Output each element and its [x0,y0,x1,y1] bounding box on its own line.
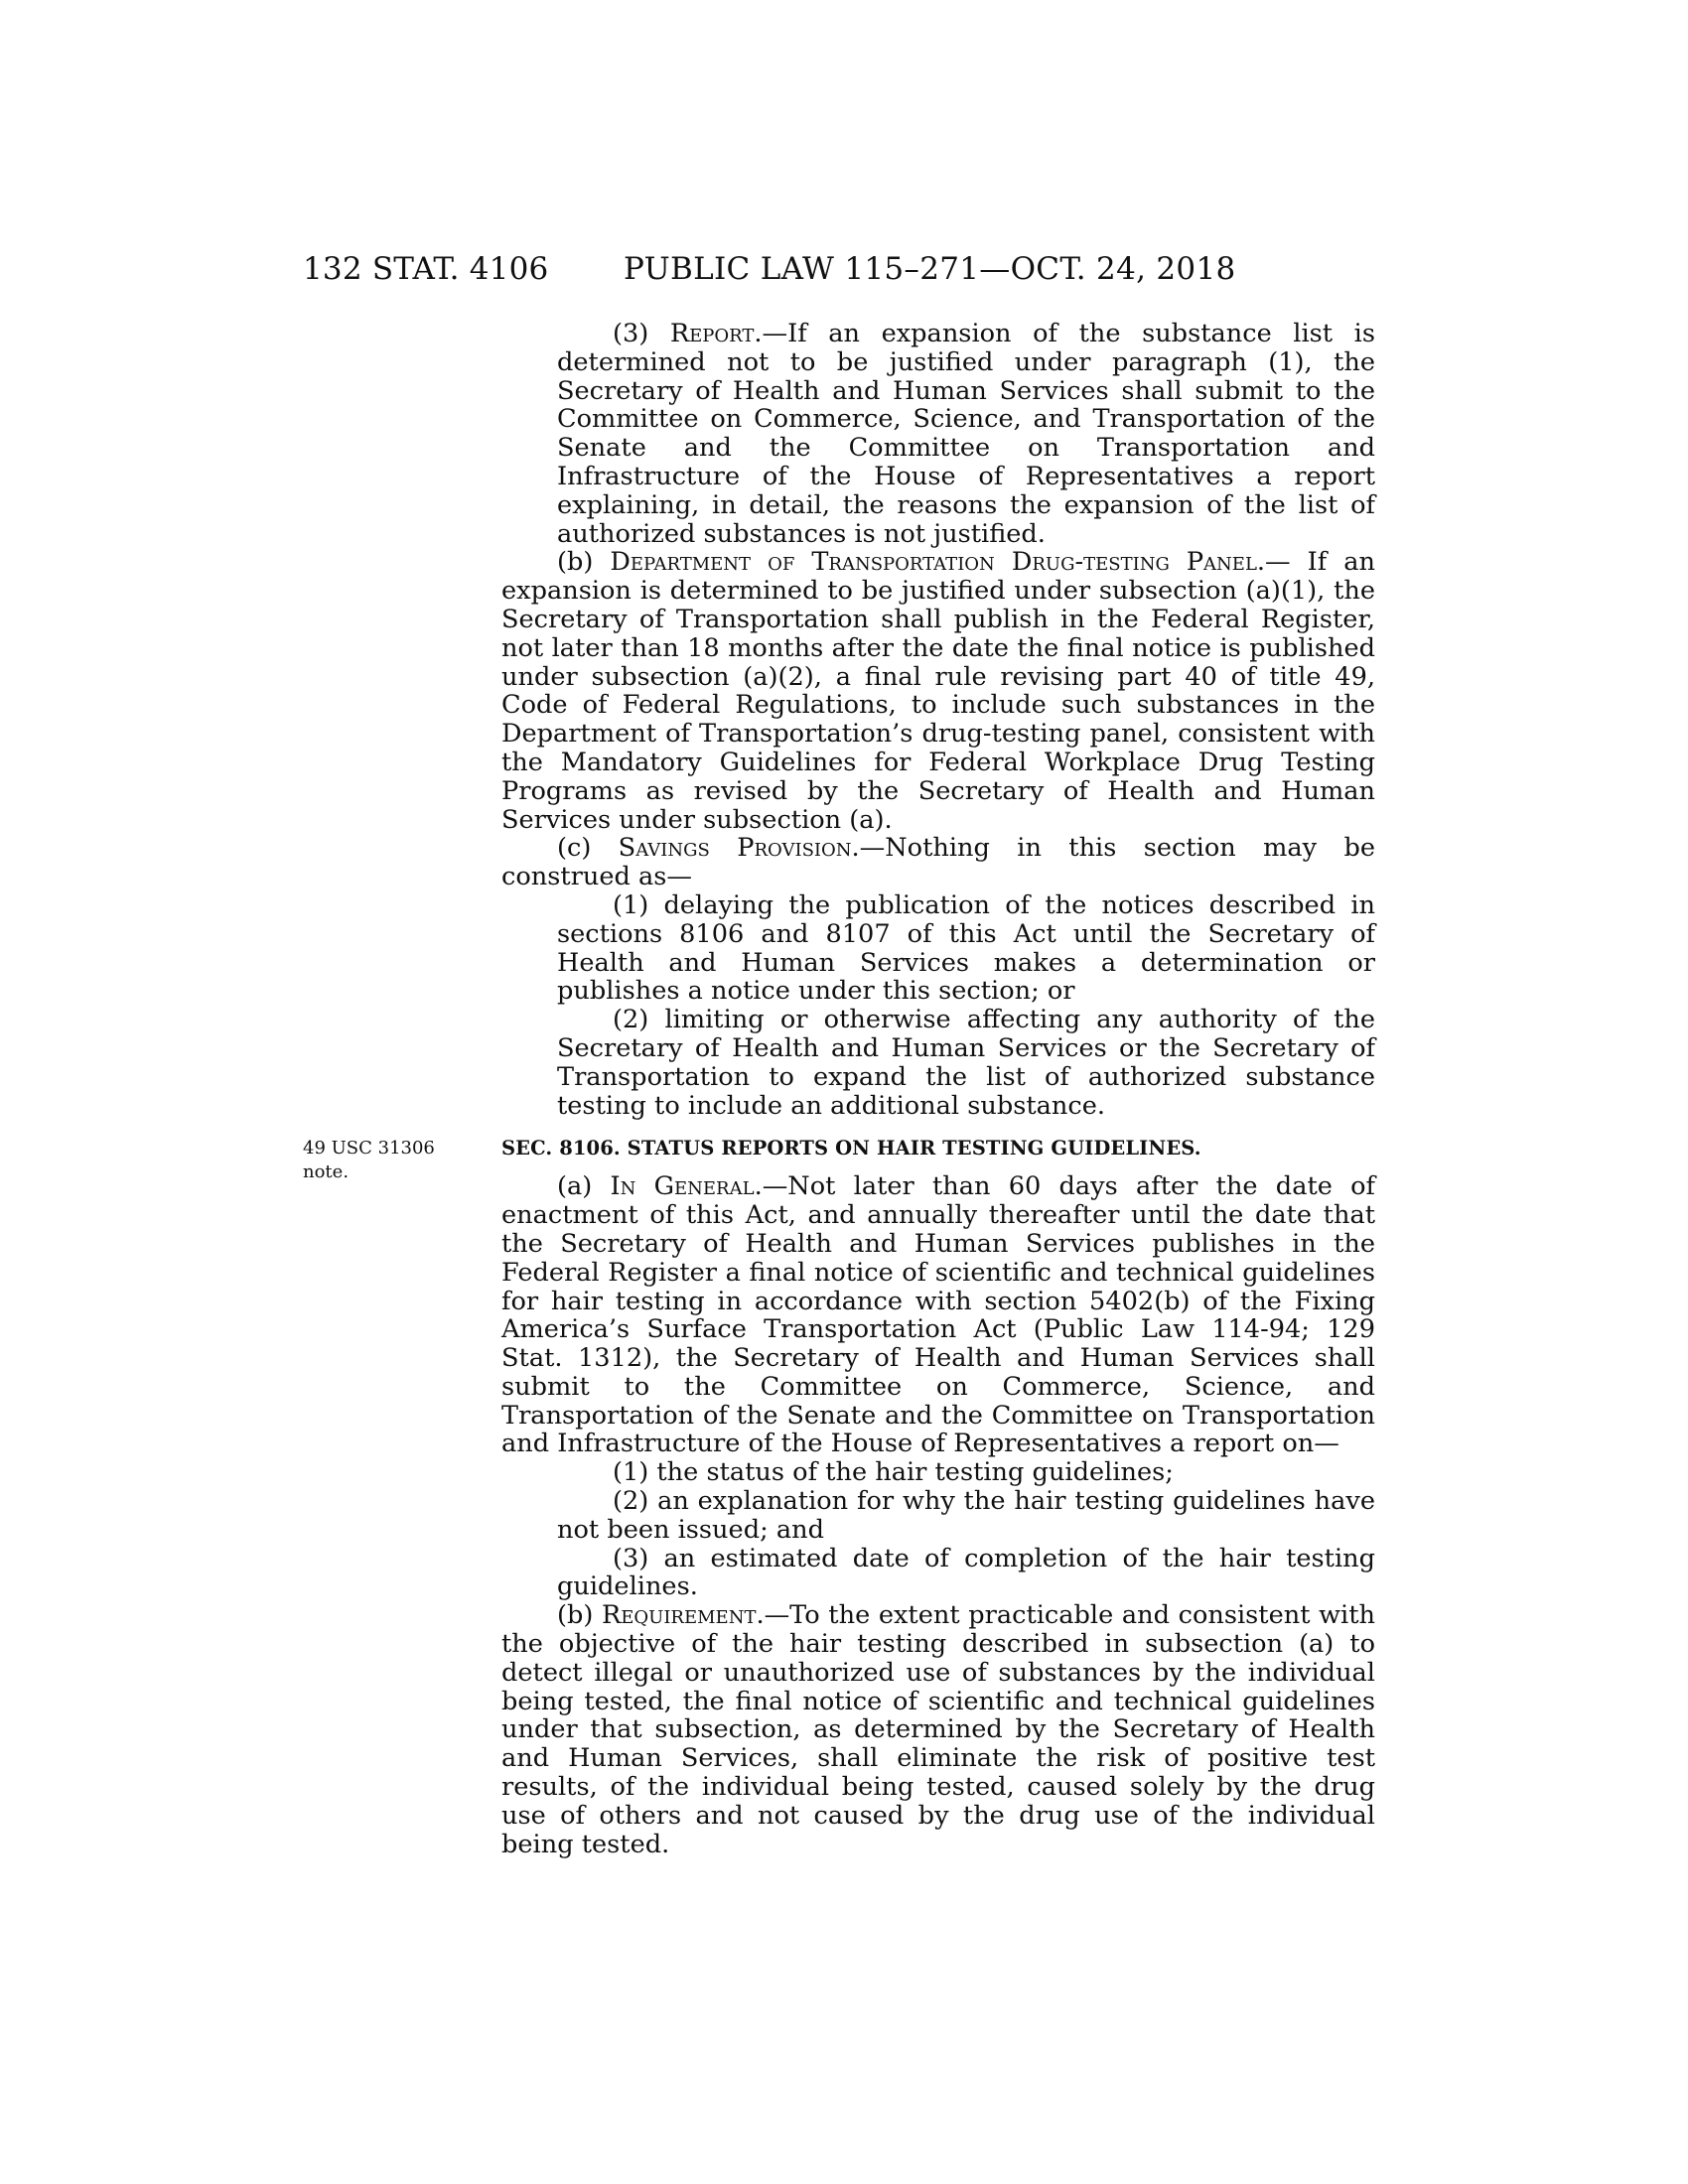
subsection-a-in-general [501,1172,1375,1458]
subsection-text: .—Nothing in this section may be construed as— [501,833,1375,892]
section-8106-heading: SEC. 8106. STATUS REPORTS ON HAIR TESTING GUIDELINES. [501,1137,1201,1160]
subsection-text: .—To the extent practicable and consistent with the objective of the hair testing described in subsection (a) to detect illegal or unauthorized use of substances by the individual being tested, the final notice of scientific and technical guidelines under that subsection, as determined by the Secretary of Health and Human Services, shall eliminate the risk of positive test results, of the individual being tested, caused solely by the drug use of others and not caused by the drug use of the individual being tested. [501,1600,1375,1859]
margin-note [303,1137,462,1184]
paragraph-c2: (2) limiting or otherwise affecting any authority of the Secretary of Health and Human Services or the Secretary of Transportation to expand the list of authorized substance testing to include an additional substance. [557,1005,1375,1121]
subsection-heading: Department of Transportation Drug-testing Panel [610,547,1257,578]
subsection-text: .— If an expansion is determined to be justified under subsection (a)(1), the Secretary of Transportation shall publish in the Federal Register, not later than 18 months after the date the final notice is published under subsection (a)(2), a final rule revising part 40 of title 49, Code of Federal Regulations, to include such substances in the Department of Transportation’s drug-testing panel, consistent with the Mandatory Guidelines for Federal Workplace Drug Testing Programs as revised by the Secretary of Health and Human Services under subsection (a). [501,547,1375,835]
subsection-b-drug-testing-panel [501,548,1375,834]
subsection-heading: Requirement [601,1600,757,1631]
body-text [501,320,1375,1858]
statute-reference: 132 STAT. 4106 [303,251,549,287]
subsection-heading: In General [610,1171,755,1202]
subsection-label: (a) [557,1171,611,1202]
subsection-c-savings-provision [501,834,1375,891]
paragraph-a3: (3) an estimated date of completion of the hair testing guidelines. [557,1543,1375,1602]
subsection-text: .—Not later than 60 days after the date of enactment of this Act, and annually thereafter until the date that the Secretary of Health and Human Services publishes in the Federal Register a final notice of scientific and technical guidelines for hair testing in accordance with section 5402(b) of the Fixing America’s Surface Transportation Act (Public Law 114-94; 129 Stat. 1312), the Secretary of Health and Human Services shall submit to the Committee on Commerce, Science, and Transportation of the Senate and the Committee on Transportation and Infrastructure of the House of Representatives a report on— [501,1171,1376,1459]
subsection-label: (c) [557,833,619,864]
subsection-b-requirement [501,1601,1375,1858]
subsection-label: (b) [557,547,611,578]
subsection-label: (b) [557,1600,602,1631]
paragraph-text: .—If an expansion of the substance list is determined not to be justified under paragraph (1), the Secretary of Health and Human Services shall submit to the Committee on Commerce, Science, and Transportation of the Senate and the Committee on Transportation and Infrastructure of the House of Representatives a report explaining, in detail, the reasons the expansion of the list of authorized substances is not justified. [557,319,1375,549]
page-header [303,251,1375,291]
subsection-heading: Savings Provision [618,833,852,864]
margin-note-suffix: note. [303,1161,350,1182]
public-law-title: PUBLIC LAW 115–271—OCT. 24, 2018 [624,251,1236,287]
paragraph-label: (3) [613,319,670,348]
paragraph-a3-report [501,320,1375,548]
paragraph-a2: (2) an explanation for why the hair testing guidelines have not been issued; and [557,1486,1375,1545]
paragraph-c1: (1) delaying the publication of the notices described in sections 8106 and 8107 of this Act until the Secretary of Health and Human Services makes a determination or publishes a notice under this section; or [557,889,1375,1007]
paragraph-a1: (1) the status of the hair testing guidelines; [613,1457,1174,1488]
paragraph-heading: Report [669,319,755,348]
margin-note-citation: 49 USC 31306 [303,1138,435,1159]
